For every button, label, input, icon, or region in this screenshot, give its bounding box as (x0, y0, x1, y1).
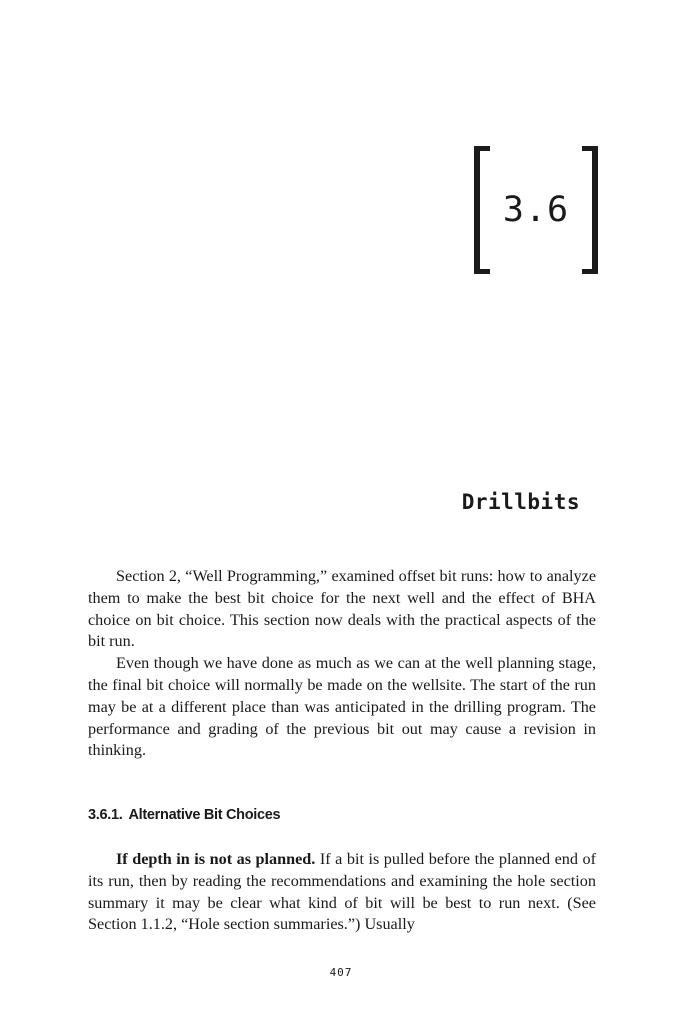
chapter-number-block (474, 146, 598, 274)
run-in-heading: If depth in is not as planned. (116, 850, 316, 868)
chapter-number: 3.6 (502, 190, 570, 230)
section-text (88, 849, 596, 936)
section-paragraph-text: If a bit is pulled before the planned end of its run, then by reading the recommendations and examining the hole section summary it may be clear what kind of bit will be best to run next. (See Section 1.1.2, “Hole section summaries.”) Usually (88, 850, 596, 934)
section-heading (88, 807, 280, 823)
right-bracket (582, 146, 598, 274)
section-number: 3.6.1. (88, 807, 123, 823)
intro-paragraph-1: Section 2, “Well Programming,” examined offset bit runs: how to analyze them to make the best bit choice for the next well and the effect of BHA choice on bit choice. This section now deals with the practical aspects of the bit run. (88, 567, 596, 651)
section-paragraph (88, 849, 596, 936)
chapter-title: Drillbits (461, 490, 580, 514)
intro-text (88, 566, 596, 762)
intro-paragraph-2: Even though we have done as much as we can at the well planning stage, the final bit choice will normally be made on the wellsite. The start of the run may be at a different place than was anticipated in the drilling program. The performance and grading of the previous bit out may cause a revision in thinking. (88, 654, 596, 760)
section-title: Alternative Bit Choices (128, 807, 281, 823)
page-number: 407 (329, 966, 353, 979)
